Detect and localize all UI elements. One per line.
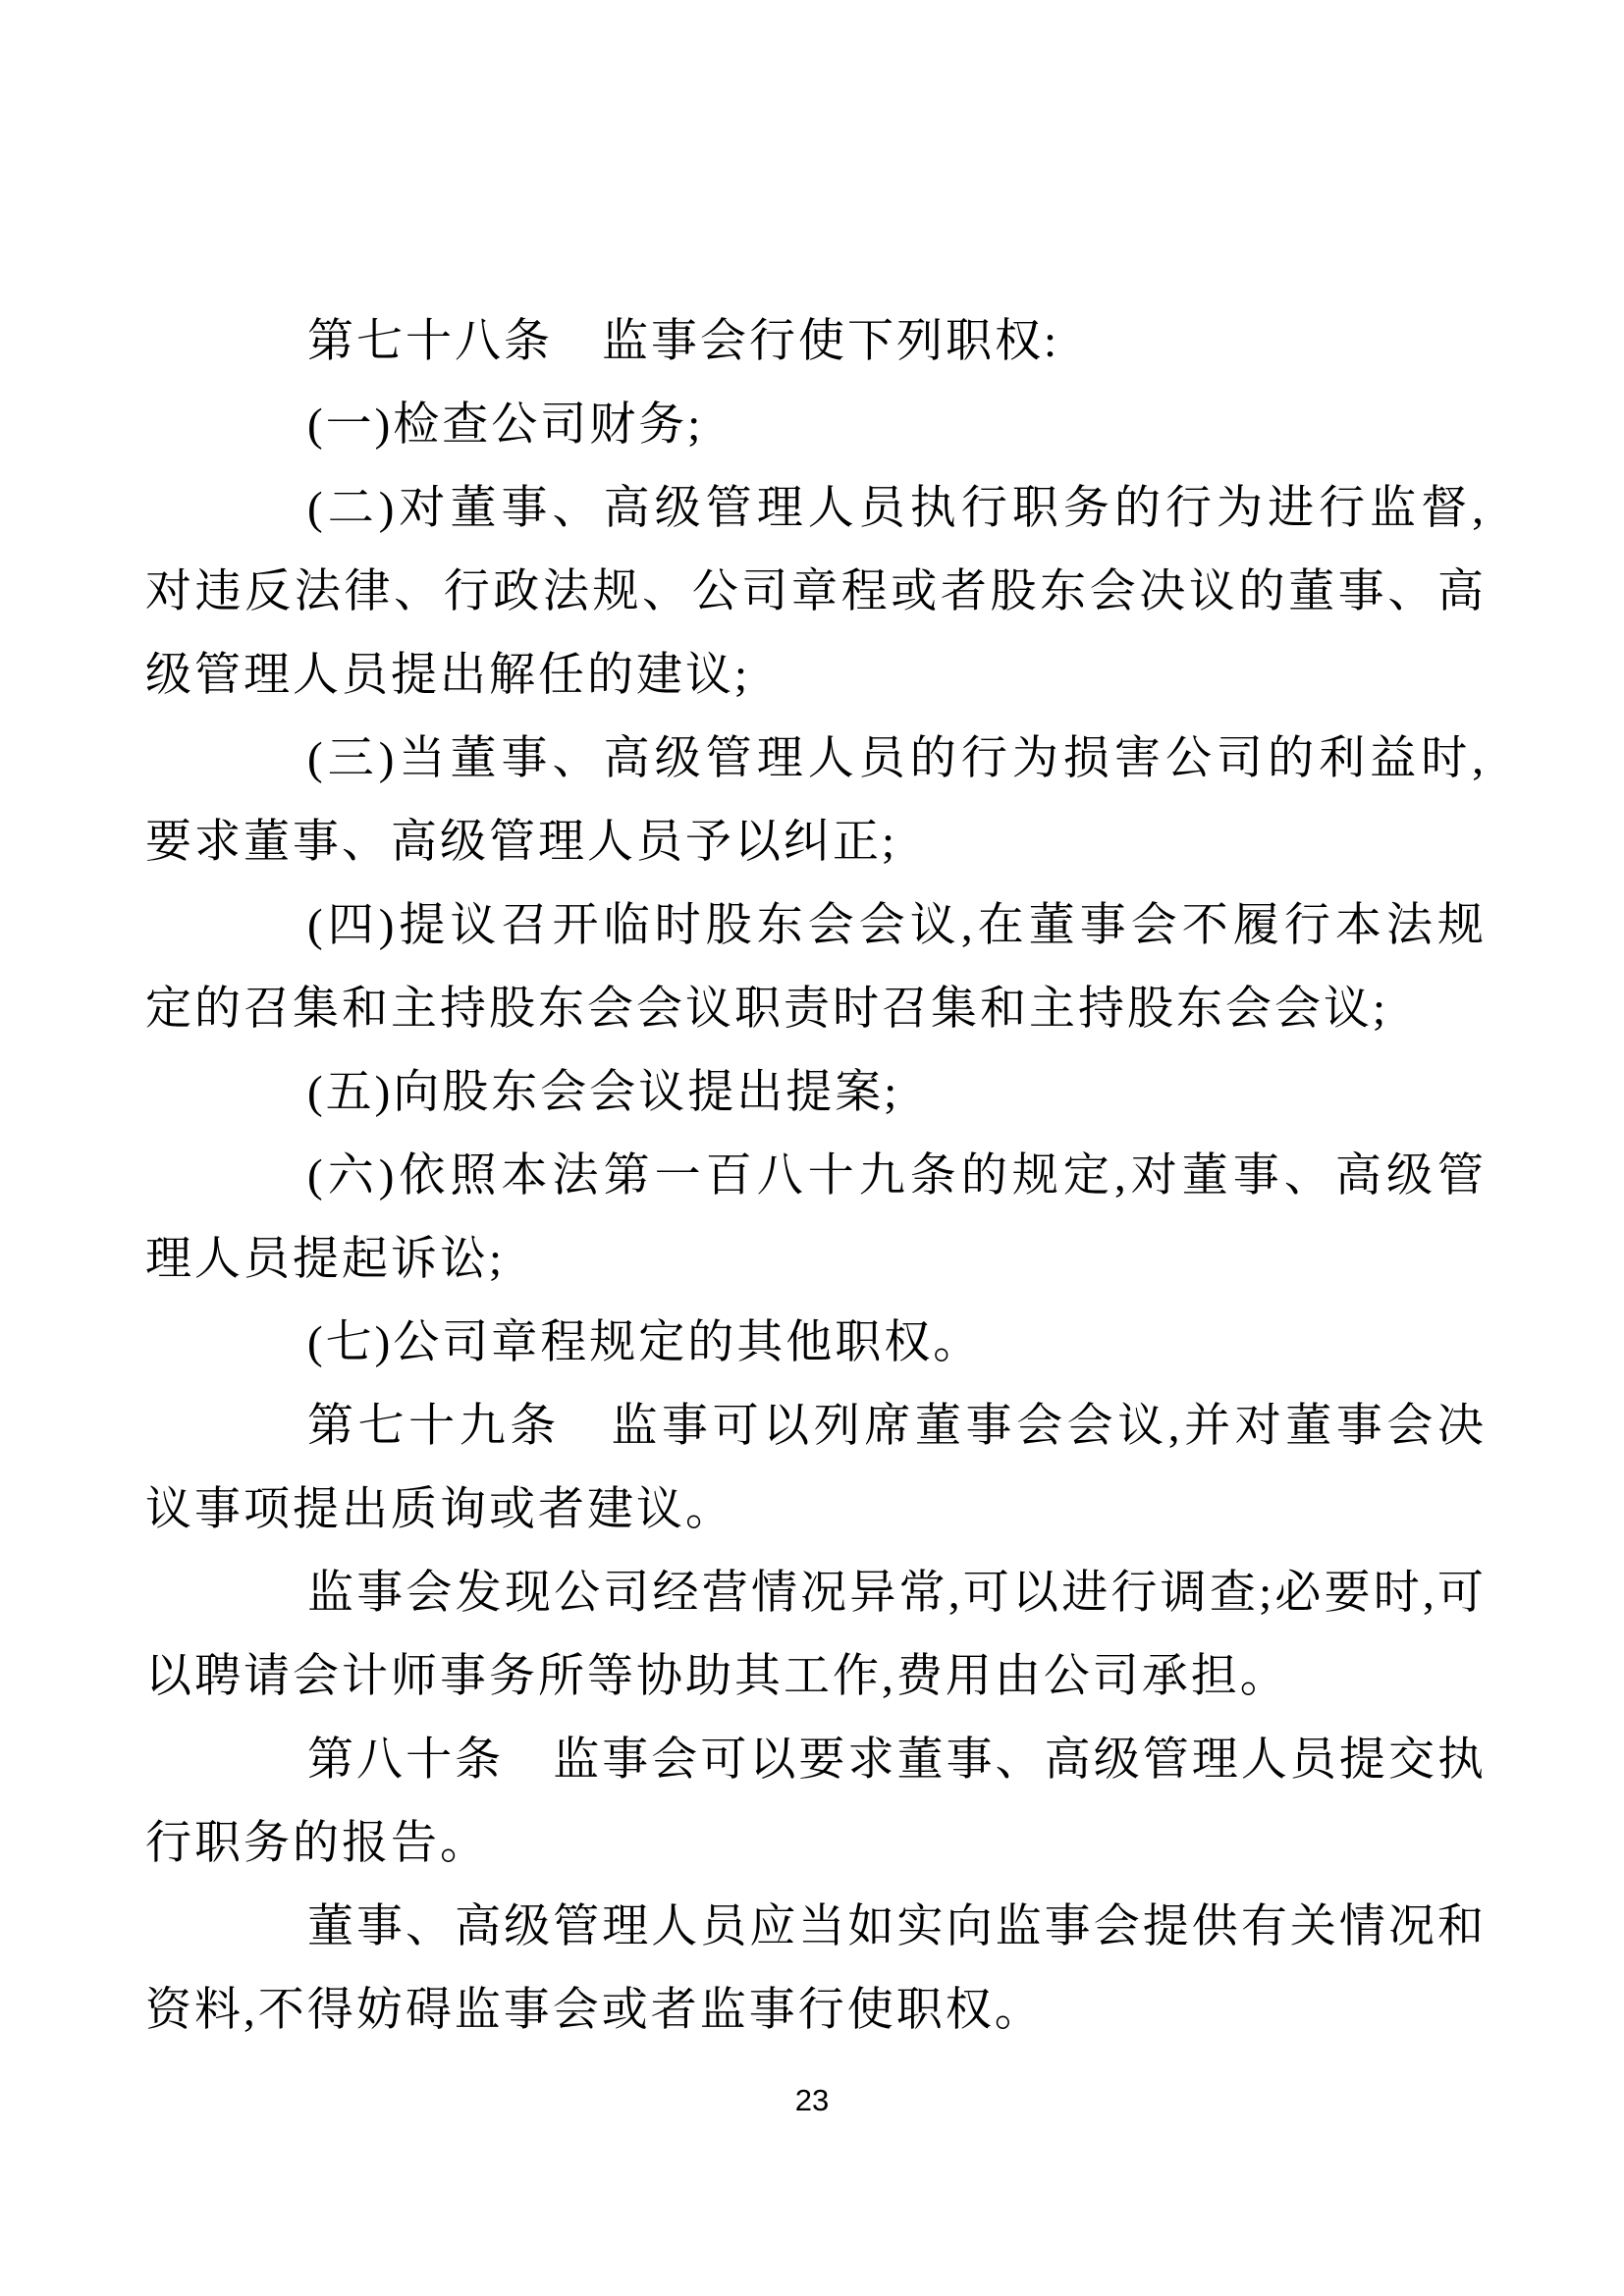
paragraph: (一)检查公司财务; — [307, 400, 704, 451]
paragraph: 第七十八条 监事会行使下列职权: — [307, 316, 1060, 367]
page-footer — [0, 2083, 1624, 2118]
document-body-text — [145, 300, 1487, 2053]
paragraph: 监事会发现公司经营情况异常,可以进行调查;必要时,可以聘请会计师事务所等协助其工作,费用由公司承担。 — [145, 1568, 1487, 1702]
paragraph: (二)对董事、高级管理人员执行职务的行为进行监督,对违反法律、行政法规、公司章程或者股东会决议的董事、高级管理人员提出解任的建议; — [145, 483, 1487, 701]
paragraph: 第八十条 监事会可以要求董事、高级管理人员提交执行职务的报告。 — [145, 1735, 1487, 1869]
paragraph: (七)公司章程规定的其他职权。 — [307, 1317, 983, 1368]
paragraph: (六)依照本法第一百八十九条的规定,对董事、高级管理人员提起诉讼; — [145, 1150, 1487, 1285]
paragraph: (五)向股东会会议提出提案; — [307, 1067, 900, 1118]
paragraph: (四)提议召开临时股东会会议,在董事会不履行本法规定的召集和主持股东会会议职责时召集和主持股东会会议; — [145, 900, 1487, 1035]
paragraph: 董事、高级管理人员应当如实向监事会提供有关情况和资料,不得妨碍监事会或者监事行使职权。 — [145, 1901, 1487, 2036]
paragraph: 第七十九条 监事可以列席董事会会议,并对董事会决议事项提出质询或者建议。 — [145, 1401, 1487, 1535]
page-number: 23 — [794, 2083, 830, 2117]
paragraph: (三)当董事、高级管理人员的行为损害公司的利益时,要求董事、高级管理人员予以纠正; — [145, 733, 1487, 868]
